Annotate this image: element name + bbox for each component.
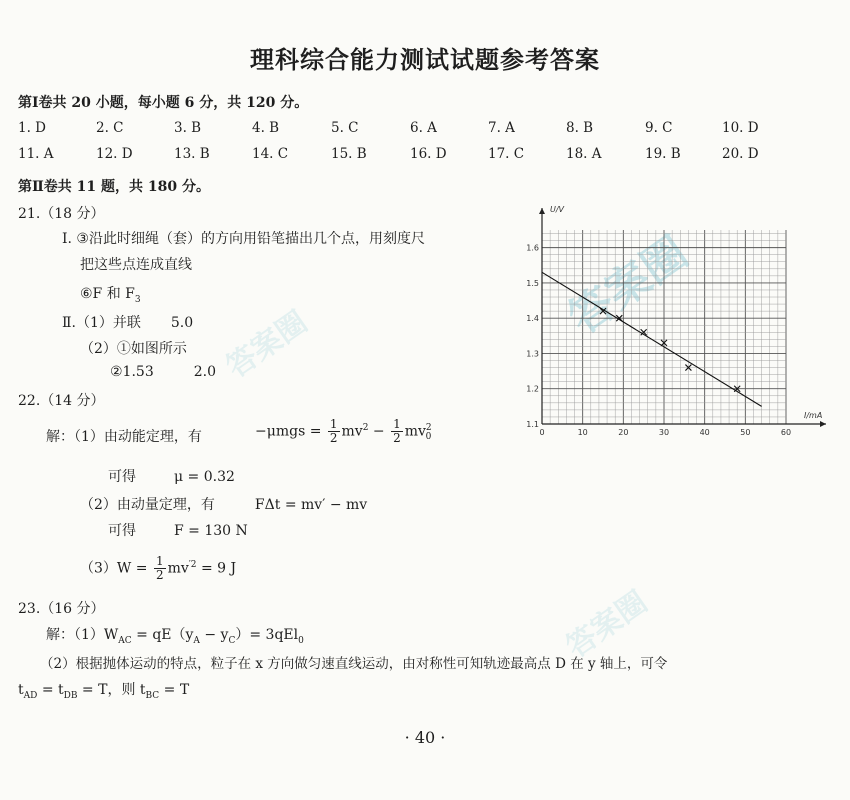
q22-line3 [80,494,367,514]
y-tick-label: 1.3 [526,349,539,359]
q22-eq1-minus: − [372,423,385,440]
ui-graph-chart [520,200,830,445]
q21-part1-line3-sub: 3 [134,294,141,305]
answer-3: 3. B [174,120,202,136]
frac-den: 2 [155,568,164,582]
q21-part1-line2: 把这些点连成直线 [80,257,192,273]
y-tick-label: 1.2 [526,384,539,394]
q22-line4-result: F = 130 N [174,523,248,539]
q21-part2-line3-value2: 2.0 [193,364,216,380]
answer-4: 4. B [252,120,280,136]
q23-l1-sub3: C [228,635,236,646]
q21-part2-line1-value: 5.0 [170,315,194,331]
q21-part1-line1: Ⅰ. ③沿此时细绳（套）的方向用铅笔描出几个点，用刻度尺 [62,231,425,247]
q22-equation1 [255,418,431,445]
y-tick-label: 1.1 [526,420,539,429]
watermark-logo-2: 答案圈 [220,304,314,386]
part1-header: 第Ⅰ卷共 20 小题，每小题 6 分，共 120 分。 [18,95,309,111]
q21-part2-line3 [110,364,216,380]
answer-7: 7. A [488,120,515,136]
answer-row-2 [18,146,798,166]
q22-line5-text: （3）W = [80,560,148,577]
answer-10: 10. D [722,120,759,136]
answer-12: 12. D [96,146,133,162]
q23-l1-d: ）= 3qEl [235,627,299,643]
q22-line2 [108,466,235,486]
q22-eq1-frac2 [391,418,403,445]
q21-part2-line3-value1: ②1.53 [110,364,154,380]
answer-17: 17. C [488,146,525,162]
q22-eq1-mv0-sup: 2 [425,422,432,433]
q21-part2-line1 [62,312,193,332]
frac-den: 2 [393,431,401,445]
q23-l3-sub3: BC [145,690,160,701]
answer-11: 11. A [18,146,54,162]
q22-line5-mv: mv [167,560,189,577]
q23-line2: （2）根据抛体运动的特点，粒子在 x 方向做匀速直线运动，由对称性可知轨迹最高点 D 在 y 轴上，可令 [40,656,668,672]
x-tick-label: 10 [577,428,588,437]
q23-l3-c: = T，则 t [81,682,146,698]
q22-eq1-mv0-sub: 0 [425,432,432,443]
frac-num: 1 [155,554,164,568]
q23-l3-sub2: DB [63,690,78,701]
x-tick-label: 50 [740,428,751,437]
q21-header: 21.（18 分） [18,206,105,222]
q23-line3 [18,679,189,701]
q22-line3-text: （2）由动量定理，有 [80,497,215,513]
answer-5: 5. C [331,120,359,136]
answer-8: 8. B [566,120,594,136]
answer-row-1 [18,120,798,140]
q22-line1: 解：（1）由动能定理，有 [46,429,202,445]
x-tick-label: 20 [618,428,629,437]
q23-l1-sub1: AC [118,635,132,646]
answer-9: 9. C [645,120,673,136]
answer-18: 18. A [566,146,602,162]
y-axis-label: U/V [550,205,565,214]
x-tick-label: 40 [699,428,710,437]
q23-l1-a: 解：（1）W [46,627,119,643]
q22-eq1-mv-sup: 2 [362,422,369,433]
q23-header: 23.（16 分） [18,601,105,617]
frac-num: 1 [329,417,338,431]
q21-part2-line1-text: Ⅱ.（1）并联 [62,315,141,331]
x-tick-label: 0 [539,428,545,437]
answer-20: 20. D [722,146,759,162]
y-tick-label: 1.6 [526,243,539,253]
q23-l3-sub1: AD [23,690,38,701]
q21-part1-line3-text: ⑥F 和 F [80,286,135,302]
q22-line5-sup: ′2 [188,559,197,570]
q23-l1-c: − y [204,627,229,643]
x-axis-arrow [820,421,826,427]
q23-l3-b: = t [41,682,64,698]
frac-den: 2 [329,431,338,445]
q22-line3-eq: FΔt = mv′ − mv [254,497,368,513]
q23-l1-sub4: 0 [298,635,304,646]
y-tick-label: 1.5 [526,278,539,288]
part2-header: 第Ⅱ卷共 11 题，共 180 分。 [18,179,211,195]
q22-eq1-mv: mv [341,423,363,440]
answer-19: 19. B [645,146,681,162]
q22-line2-label: 可得 [108,469,136,485]
answer-13: 13. B [174,146,210,162]
answer-2: 2. C [96,120,124,136]
q22-line4 [108,520,248,540]
answer-16: 16. D [410,146,447,162]
q22-eq1-mv0: mv [404,423,426,440]
page-title: 理科综合能力测试试题参考答案 [250,45,600,74]
x-axis-label: I/mA [804,411,823,420]
q22-line5 [80,555,236,582]
q22-eq1-left: −μmgs = [255,423,322,440]
q23-l3-d: = T [163,682,190,698]
q22-line4-label: 可得 [108,523,136,539]
y-tick-label: 1.4 [526,314,539,324]
q22-line5-frac [154,555,166,582]
x-tick-label: 30 [658,428,670,437]
q22-line2-result: μ = 0.32 [174,469,235,485]
x-tick-label: 60 [780,428,792,437]
q23-line1 [46,624,304,646]
answer-14: 14. C [252,146,289,162]
answer-6: 6. A [410,120,437,136]
q21-part2-line2: （2）①如图所示 [80,341,187,357]
q22-line5-result: = 9 J [201,560,237,577]
q23-l1-b: = qE（y [136,627,194,643]
watermark-logo-3: 答案圈 [560,584,654,666]
q22-header: 22.（14 分） [18,393,105,409]
watermark-logo-1: 答案圈 [559,226,698,345]
q23-l1-sub2: A [193,635,200,646]
y-axis-arrow [539,208,545,214]
q22-eq1-frac1 [328,418,340,445]
answer-15: 15. B [331,146,367,162]
answer-1: 1. D [18,120,46,136]
q21-part1-line3 [80,283,141,305]
q23-l3-a: t [18,682,24,698]
page-number: · 40 · [404,728,446,747]
frac-num: 1 [393,417,401,431]
